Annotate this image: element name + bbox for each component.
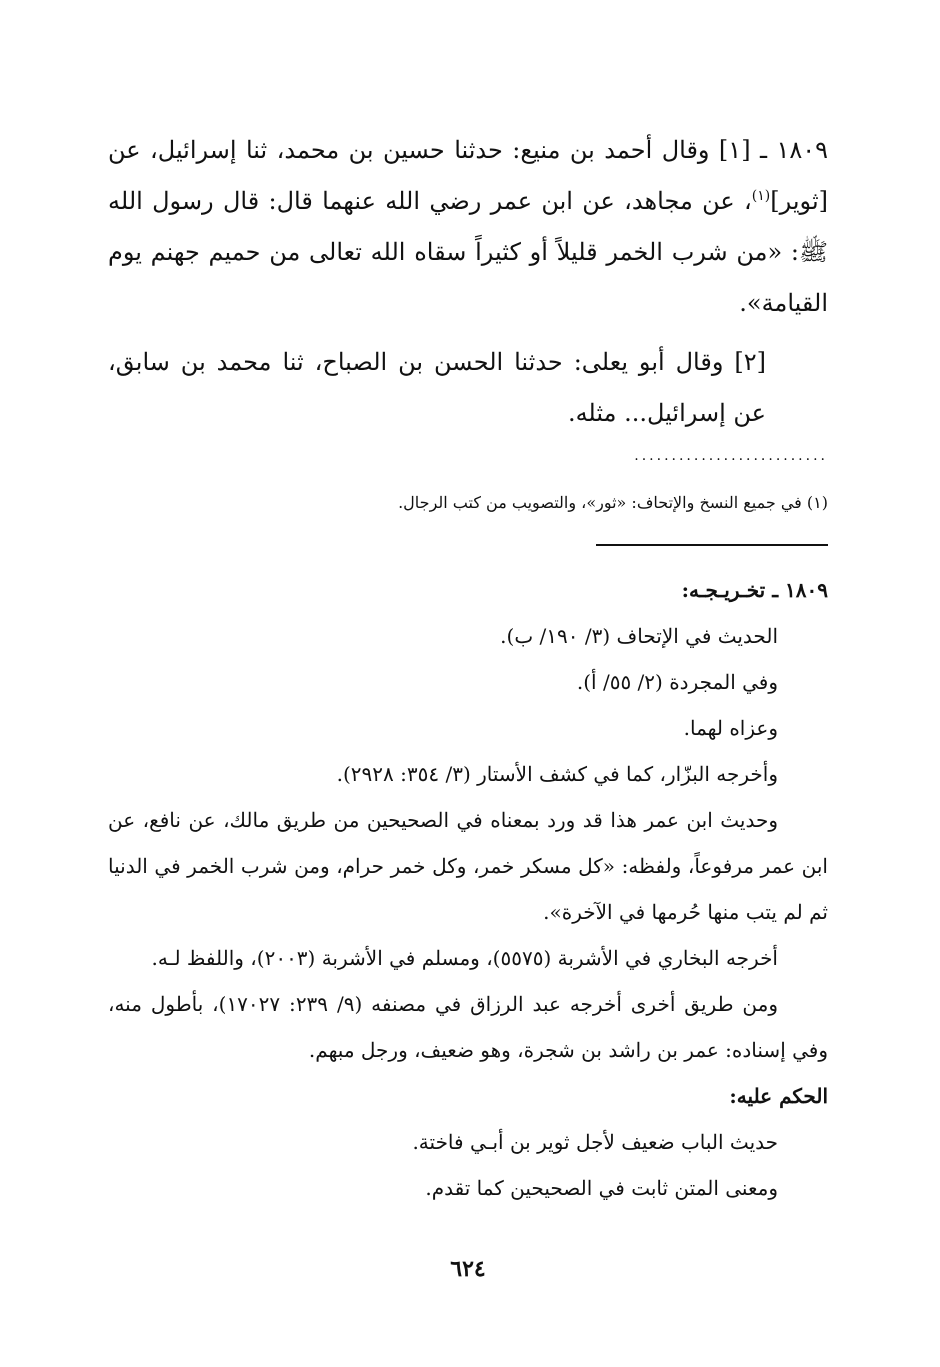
footnote-reference: (١) (751, 188, 771, 204)
ruling-line: حديث الباب ضعيف لأجل ثوير بن أبـي فاختة. (412, 1130, 778, 1154)
takhrij-paragraph: ومن طريق أخرى أخرجه عبد الرزاق في مصنفه (٩/ ٢٣٩: ١٧٠٢٧)، بأطول منه، وفي إسناده: عمر بن راشد بن شجرة، وهو ضعيف، ورجل مبهم. (108, 992, 828, 1062)
ruling-heading: الحكم عليه: (729, 1084, 828, 1108)
takhrij-line: وعزاه لهما. (683, 716, 778, 740)
hadith-text-2: [٢] وقال أبو يعلى: حدثنا الحسن بن الصباح، ثنا محمد بن سابق، عن إسرائيل... مثله. (108, 348, 766, 427)
takhrij-paragraph: أخرجه البخاري في الأشربة (٥٥٧٥)، ومسلم في الأشربة (٢٠٠٣)، واللفظ لـه. (151, 946, 778, 970)
takhrij-heading: ١٨٠٩ ـ تخـريـجـه: (681, 578, 828, 602)
footnote-text: (١) في جميع النسخ والإتحاف: «ثور»، والتصويب من كتب الرجال. (398, 493, 828, 512)
hadith-text-1-start: ١٨٠٩ ـ [١] وقال أحمد بن منيع: حدثنا حسين بن محمد، ثنا إسرائيل، عن [ثوير] (108, 136, 828, 215)
footnote-separator: .......................... (634, 448, 828, 464)
hadith-paragraph-1 (108, 125, 828, 329)
page-number: ٦٢٤ (450, 1256, 486, 1282)
hadith-paragraph-2 (108, 337, 828, 439)
ruling-line: ومعنى المتن ثابت في الصحيحين كما تقدم. (425, 1176, 778, 1200)
takhrij-line: وفي المجردة (٢/ ٥٥/ أ). (576, 670, 778, 694)
hadith-text-1-rest: ، عن مجاهد، عن ابن عمر رضي الله عنهما قال: قال رسول الله ﷺ: «من شرب الخمر قليلاً أو كثيراً سقاه الله تعالى من حميم جهنم يوم القيامة». (108, 187, 828, 317)
takhrij-paragraph: وحديث ابن عمر هذا قد ورد بمعناه في الصحيحين من طريق مالك، عن نافع، عن ابن عمر مرفوعاً، ولفظه: «كل مسكر خمر، وكل خمر حرام، ومن شرب الخمر في الدنيا ثم لم يتب منها حُرمها في الآخرة». (108, 808, 828, 924)
takhrij-section (108, 567, 828, 1211)
document-page (108, 0, 828, 1367)
footnote (108, 488, 828, 518)
section-divider (596, 544, 828, 546)
takhrij-line: الحديث في الإتحاف (٣/ ١٩٠/ ب). (500, 624, 778, 648)
takhrij-line: وأخرجه البزّار، كما في كشف الأستار (٣/ ٣٥٤: ٢٩٢٨). (336, 762, 778, 786)
hadith-text-1 (108, 125, 828, 329)
